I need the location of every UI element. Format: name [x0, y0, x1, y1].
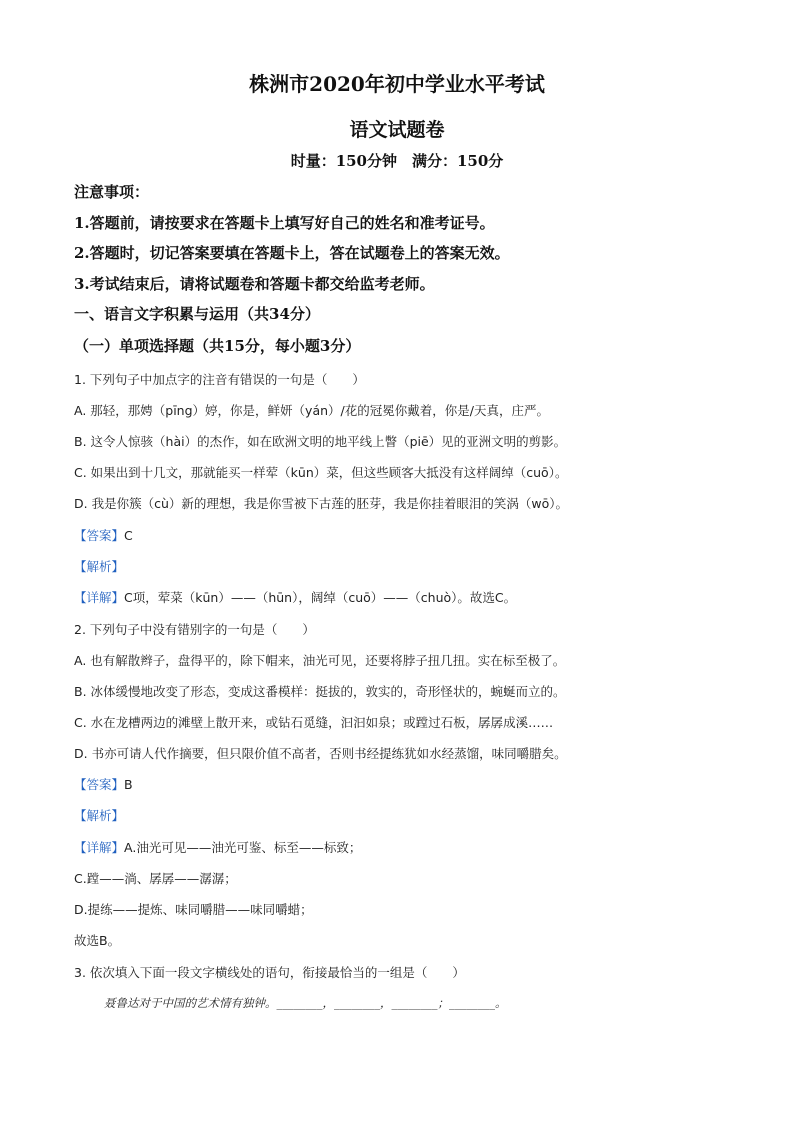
- note-item: 3.考试结束后，请将试题卷和答题卡都交给监考老师。: [74, 275, 435, 293]
- detail-text: A.油光可见——油光可鉴、标至——标致；: [124, 840, 362, 855]
- option-c: C. 如果出到十几文，那就能买一样荤（kūn）菜，但这些顾客大抵没有这样阔绰（cuō）。: [74, 465, 568, 480]
- analysis-tag: 【解析】: [74, 808, 125, 823]
- option-d: D. 我是你簇（cù）新的理想，我是你雪被下古莲的胚芽，我是你挂着眼泪的笑涡（wō）。: [74, 496, 568, 511]
- handwritten-passage: 聂鲁达对于中国的艺术情有独钟。________，________，________；________。: [104, 996, 507, 1010]
- option-b: B. 冰体缓慢地改变了形态，变成这番模样：挺拔的，敦实的，奇形怪状的，蜿蜒而立的。: [74, 684, 566, 699]
- question-stem: 1. 下列句子中加点字的注音有错误的一句是（ ）: [74, 372, 365, 387]
- option-a: A. 也有解散辫子，盘得平的，除下帽来，油光可见，还要将脖子扭几扭。实在标至极了。: [74, 653, 566, 668]
- detail-text: C项，荤菜（kūn）——（hūn），阔绰（cuō）——（chuò）。故选C。: [124, 590, 517, 605]
- question-stem: 3. 依次填入下面一段文字横线处的语句，衔接最恰当的一组是（ ）: [74, 965, 465, 980]
- answer-tag: 【答案】: [74, 528, 125, 543]
- option-b: B. 这令人惊骇（hài）的杰作，如在欧洲文明的地平线上瞥（piē）见的亚洲文明的剪影。: [74, 434, 567, 449]
- option-a: A. 那轻，那娉（pīng）婷，你是，鲜妍（yán）/花的冠冕你戴着，你是/天真，庄严。: [74, 403, 549, 418]
- conclusion-line: 故选B。: [74, 933, 121, 948]
- detail-line: [74, 839, 361, 857]
- detail-tag: 【详解】: [74, 590, 125, 605]
- question-stem: 2. 下列句子中没有错别字的一句是（ ）: [74, 622, 315, 637]
- option-c: C. 水在龙槽两边的滩壁上散开来，或钻石觅缝，汩汩如泉；或蹚过石板，孱孱成溪……: [74, 715, 554, 730]
- answer-line: [74, 527, 133, 545]
- analysis-tag: 【解析】: [74, 559, 125, 574]
- option-d: D. 书亦可请人代作摘要，但只限价值不高者，否则书经提练犹如水经蒸馏，味同嚼腊矣。: [74, 746, 567, 761]
- detail-tag: 【详解】: [74, 840, 125, 855]
- analysis-line: [74, 558, 124, 576]
- answer-line: [74, 776, 133, 794]
- exam-subtitle: 语文试题卷: [349, 119, 445, 141]
- section-heading: 一、语言文字积累与运用（共34分）: [74, 305, 320, 323]
- analysis-line: [74, 807, 124, 825]
- answer-value: C: [124, 528, 133, 543]
- notes-heading: 注意事项：: [74, 183, 150, 201]
- note-item: 1.答题前，请按要求在答题卡上填写好自己的姓名和准考证号。: [74, 214, 495, 232]
- note-item: 2.答题时，切记答案要填在答题卡上，答在试题卷上的答案无效。: [74, 244, 510, 262]
- detail-line: D.提练——提炼、味同嚼腊——味同嚼蜡；: [74, 902, 313, 917]
- exam-title: 株洲市2020年初中学业水平考试: [249, 72, 545, 96]
- detail-line: [74, 589, 516, 607]
- answer-value: B: [124, 777, 133, 792]
- answer-tag: 【答案】: [74, 777, 125, 792]
- subsection-heading: （一）单项选择题（共15分，每小题3分）: [74, 337, 361, 355]
- exam-meta: 时量：150分钟 满分：150分: [290, 152, 504, 170]
- detail-line: C.蹚——淌、孱孱——潺潺；: [74, 871, 237, 886]
